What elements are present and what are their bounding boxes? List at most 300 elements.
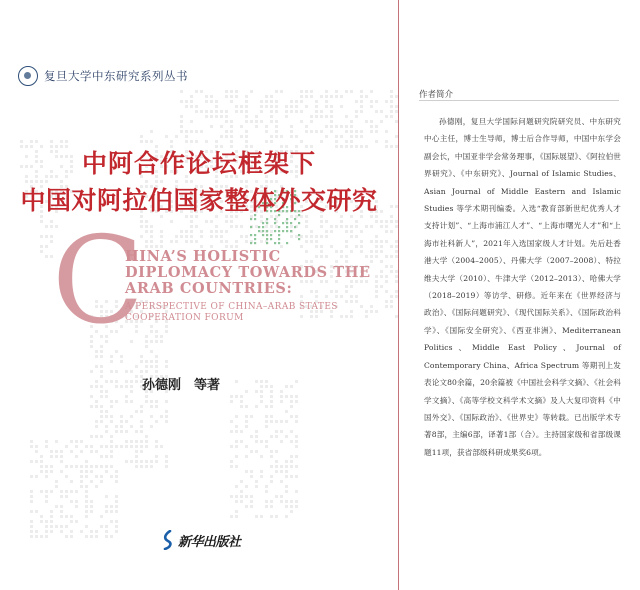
map-dot (100, 525, 103, 528)
map-dot (285, 115, 288, 118)
map-dot (325, 235, 328, 238)
map-dot (190, 105, 193, 108)
map-dot (390, 255, 393, 258)
map-dot (90, 345, 93, 348)
map-dot (200, 230, 203, 233)
map-dot (265, 125, 268, 128)
map-dot (210, 235, 213, 238)
map-dot (345, 245, 348, 248)
map-dot (85, 465, 88, 468)
map-highlight-dot (274, 230, 276, 232)
map-dot (45, 495, 48, 498)
map-dot (215, 110, 218, 113)
map-dot (90, 530, 93, 533)
map-dot (270, 395, 273, 398)
map-dot (60, 525, 63, 528)
map-dot (150, 140, 153, 143)
map-dot (115, 500, 118, 503)
map-dot (295, 455, 298, 458)
publisher-logo-icon (162, 530, 174, 550)
map-dot (270, 225, 273, 228)
map-dot (30, 440, 33, 443)
map-highlight-dot (274, 242, 276, 244)
map-dot (285, 505, 288, 508)
map-dot (340, 125, 343, 128)
map-dot (70, 520, 73, 523)
map-dot (95, 465, 98, 468)
map-dot (225, 90, 228, 93)
map-dot (195, 225, 198, 228)
map-dot (260, 110, 263, 113)
map-dot (320, 245, 323, 248)
map-dot (125, 420, 128, 423)
map-dot (345, 315, 348, 318)
map-dot (375, 255, 378, 258)
map-dot (390, 265, 393, 268)
map-dot (290, 225, 293, 228)
map-dot (355, 115, 358, 118)
map-dot (115, 530, 118, 533)
map-dot (270, 135, 273, 138)
map-dot (95, 485, 98, 488)
map-dot (45, 245, 48, 248)
map-dot (265, 100, 268, 103)
map-dot (125, 400, 128, 403)
map-dot (310, 130, 313, 133)
map-dot (325, 135, 328, 138)
map-dot (370, 305, 373, 308)
map-dot (235, 425, 238, 428)
map-dot (225, 240, 228, 243)
map-dot (75, 465, 78, 468)
map-dot (365, 95, 368, 98)
map-dot (245, 495, 248, 498)
map-dot (75, 455, 78, 458)
map-dot (295, 505, 298, 508)
map-dot (260, 100, 263, 103)
map-dot (115, 350, 118, 353)
map-dot (115, 480, 118, 483)
map-dot (265, 105, 268, 108)
map-dot (240, 110, 243, 113)
map-dot (140, 450, 143, 453)
map-dot (55, 455, 58, 458)
map-highlight-dot (298, 234, 300, 236)
map-dot (255, 485, 258, 488)
map-dot (145, 140, 148, 143)
map-dot (355, 110, 358, 113)
map-dot (70, 440, 73, 443)
map-dot (100, 415, 103, 418)
map-dot (255, 225, 258, 228)
map-dot (230, 135, 233, 138)
map-dot (105, 510, 108, 513)
map-dot (205, 220, 208, 223)
map-dot (155, 455, 158, 458)
publisher (162, 530, 241, 550)
map-dot (375, 140, 378, 143)
map-dot (295, 400, 298, 403)
map-dot (140, 410, 143, 413)
map-dot (180, 115, 183, 118)
map-dot (235, 465, 238, 468)
map-dot (335, 95, 338, 98)
big-c-glyph: C (52, 225, 144, 335)
map-highlight-dot (278, 242, 280, 244)
map-dot (355, 130, 358, 133)
map-highlight-dot (286, 230, 288, 232)
map-dot (310, 120, 313, 123)
map-dot (165, 410, 168, 413)
map-dot (345, 140, 348, 143)
map-dot (220, 240, 223, 243)
map-dot (235, 380, 238, 383)
map-dot (35, 450, 38, 453)
map-dot (100, 455, 103, 458)
map-dot (60, 495, 63, 498)
intro-divider (419, 100, 619, 101)
map-dot (170, 220, 173, 223)
map-dot (270, 465, 273, 468)
map-dot (240, 225, 243, 228)
map-dot (60, 515, 63, 518)
map-dot (190, 220, 193, 223)
map-dot (105, 425, 108, 428)
map-dot (320, 235, 323, 238)
map-dot (260, 440, 263, 443)
map-dot (105, 410, 108, 413)
map-dot (150, 460, 153, 463)
map-dot (95, 385, 98, 388)
map-dot (285, 105, 288, 108)
map-dot (110, 505, 113, 508)
map-dot (260, 390, 263, 393)
map-dot (110, 370, 113, 373)
map-highlight-dot (286, 218, 288, 220)
map-dot (325, 230, 328, 233)
map-dot (45, 225, 48, 228)
map-dot (85, 525, 88, 528)
map-dot (250, 415, 253, 418)
map-dot (360, 90, 363, 93)
map-dot (290, 405, 293, 408)
map-dot (290, 395, 293, 398)
map-dot (30, 525, 33, 528)
map-dot (95, 475, 98, 478)
map-dot (90, 395, 93, 398)
map-dot (125, 370, 128, 373)
map-dot (65, 465, 68, 468)
map-dot (200, 130, 203, 133)
map-dot (355, 100, 358, 103)
map-dot (350, 135, 353, 138)
map-dot (280, 500, 283, 503)
map-dot (35, 535, 38, 538)
map-dot (270, 110, 273, 113)
map-dot (375, 285, 378, 288)
map-dot (285, 110, 288, 113)
map-dot (165, 455, 168, 458)
map-dot (330, 225, 333, 228)
map-dot (140, 445, 143, 448)
map-dot (230, 515, 233, 518)
map-dot (120, 420, 123, 423)
map-dot (130, 460, 133, 463)
map-dot (245, 130, 248, 133)
map-dot (275, 125, 278, 128)
map-dot (225, 120, 228, 123)
map-dot (100, 335, 103, 338)
map-dot (185, 235, 188, 238)
map-dot (210, 220, 213, 223)
map-dot (265, 130, 268, 133)
map-dot (390, 295, 393, 298)
map-dot (140, 420, 143, 423)
map-dot (160, 445, 163, 448)
map-dot (390, 95, 393, 98)
title-en-line: DIPLOMACY TOWARDS THE (125, 264, 371, 281)
map-dot (335, 135, 338, 138)
map-dot (355, 225, 358, 228)
map-dot (100, 515, 103, 518)
map-dot (120, 355, 123, 358)
map-dot (40, 220, 43, 223)
map-dot (90, 405, 93, 408)
map-dot (115, 400, 118, 403)
map-dot (230, 120, 233, 123)
map-dot (160, 340, 163, 343)
map-dot (130, 440, 133, 443)
map-dot (390, 115, 393, 118)
map-dot (110, 455, 113, 458)
map-highlight-dot (266, 234, 268, 236)
map-dot (275, 90, 278, 93)
map-dot (320, 130, 323, 133)
map-dot (235, 240, 238, 243)
map-dot (285, 460, 288, 463)
map-dot (275, 495, 278, 498)
author-name: 孙德刚 等著 (142, 378, 221, 393)
map-dot (75, 445, 78, 448)
map-dot (365, 315, 368, 318)
map-dot (335, 140, 338, 143)
map-dot (225, 115, 228, 118)
map-dot (100, 375, 103, 378)
spine-line-left (398, 0, 399, 590)
map-dot (45, 470, 48, 473)
map-dot (340, 220, 343, 223)
map-dot (60, 460, 63, 463)
map-dot (355, 245, 358, 248)
map-dot (260, 400, 263, 403)
map-dot (115, 385, 118, 388)
map-dot (70, 500, 73, 503)
map-dot (350, 130, 353, 133)
map-dot (190, 130, 193, 133)
map-dot (230, 460, 233, 463)
map-dot (390, 110, 393, 113)
map-dot (375, 250, 378, 253)
map-dot (205, 100, 208, 103)
map-dot (290, 385, 293, 388)
map-dot (165, 465, 168, 468)
map-dot (350, 225, 353, 228)
map-dot (235, 415, 238, 418)
map-dot (285, 490, 288, 493)
map-dot (260, 105, 263, 108)
map-dot (235, 455, 238, 458)
map-dot (225, 220, 228, 223)
map-dot (375, 245, 378, 248)
map-dot (220, 125, 223, 128)
map-dot (215, 230, 218, 233)
map-dot (200, 90, 203, 93)
map-dot (245, 95, 248, 98)
map-dot (315, 130, 318, 133)
map-dot (85, 515, 88, 518)
map-dot (130, 445, 133, 448)
map-dot (110, 415, 113, 418)
map-dot (190, 235, 193, 238)
subtitle-en-line: COOPERATION FORUM (125, 312, 244, 323)
map-dot (135, 380, 138, 383)
map-dot (180, 230, 183, 233)
map-dot (65, 490, 68, 493)
map-dot (360, 240, 363, 243)
map-dot (285, 465, 288, 468)
map-dot (190, 225, 193, 228)
map-dot (320, 95, 323, 98)
map-dot (155, 445, 158, 448)
map-dot (250, 475, 253, 478)
map-dot (280, 400, 283, 403)
map-dot (260, 380, 263, 383)
map-dot (315, 245, 318, 248)
map-dot (245, 105, 248, 108)
map-dot (330, 110, 333, 113)
map-dot (140, 355, 143, 358)
map-dot (105, 415, 108, 418)
map-dot (125, 430, 128, 433)
map-dot (180, 90, 183, 93)
map-dot (105, 380, 108, 383)
map-highlight-dot (270, 234, 272, 236)
map-dot (215, 140, 218, 143)
map-dot (90, 450, 93, 453)
map-highlight-dot (266, 222, 268, 224)
map-dot (105, 455, 108, 458)
map-dot (255, 430, 258, 433)
map-dot (45, 490, 48, 493)
map-dot (65, 495, 68, 498)
map-dot (270, 400, 273, 403)
map-dot (270, 385, 273, 388)
map-dot (280, 465, 283, 468)
map-dot (110, 440, 113, 443)
map-dot (100, 365, 103, 368)
map-dot (30, 475, 33, 478)
map-dot (140, 140, 143, 143)
map-dot (130, 415, 133, 418)
map-dot (45, 475, 48, 478)
map-dot (255, 440, 258, 443)
map-dot (225, 230, 228, 233)
map-highlight-dot (282, 230, 284, 232)
map-highlight-dot (254, 238, 256, 240)
map-dot (75, 500, 78, 503)
map-dot (280, 390, 283, 393)
map-dot (145, 370, 148, 373)
map-dot (80, 470, 83, 473)
map-dot (195, 90, 198, 93)
map-dot (375, 125, 378, 128)
map-dot (105, 445, 108, 448)
map-dot (240, 235, 243, 238)
map-dot (380, 275, 383, 278)
map-dot (230, 445, 233, 448)
map-dot (105, 525, 108, 528)
map-dot (140, 465, 143, 468)
map-dot (115, 430, 118, 433)
map-dot (270, 105, 273, 108)
map-dot (245, 415, 248, 418)
map-dot (195, 240, 198, 243)
map-dot (235, 440, 238, 443)
map-dot (325, 125, 328, 128)
map-dot (255, 390, 258, 393)
map-dot (380, 120, 383, 123)
map-dot (235, 510, 238, 513)
map-dot (50, 450, 53, 453)
map-dot (30, 490, 33, 493)
map-dot (145, 365, 148, 368)
map-dot (365, 225, 368, 228)
map-dot (340, 105, 343, 108)
map-dot (165, 415, 168, 418)
map-dot (75, 440, 78, 443)
map-dot (220, 115, 223, 118)
map-highlight-dot (250, 234, 252, 236)
map-dot (45, 520, 48, 523)
map-dot (265, 490, 268, 493)
map-dot (345, 90, 348, 93)
map-dot (60, 490, 63, 493)
map-dot (110, 465, 113, 468)
map-dot (140, 430, 143, 433)
map-dot (270, 230, 273, 233)
map-dot (135, 365, 138, 368)
map-dot (195, 105, 198, 108)
map-dot (170, 140, 173, 143)
map-dot (210, 125, 213, 128)
map-dot (120, 445, 123, 448)
map-dot (260, 475, 263, 478)
map-dot (385, 100, 388, 103)
map-dot (270, 500, 273, 503)
title-en (125, 249, 371, 297)
map-dot (190, 95, 193, 98)
map-dot (80, 465, 83, 468)
map-highlight-dot (250, 226, 252, 228)
intro-heading: 作者简介 (419, 90, 454, 100)
map-dot (85, 445, 88, 448)
map-dot (205, 95, 208, 98)
map-dot (110, 380, 113, 383)
map-dot (255, 125, 258, 128)
map-dot (210, 100, 213, 103)
map-dot (275, 450, 278, 453)
map-dot (370, 105, 373, 108)
